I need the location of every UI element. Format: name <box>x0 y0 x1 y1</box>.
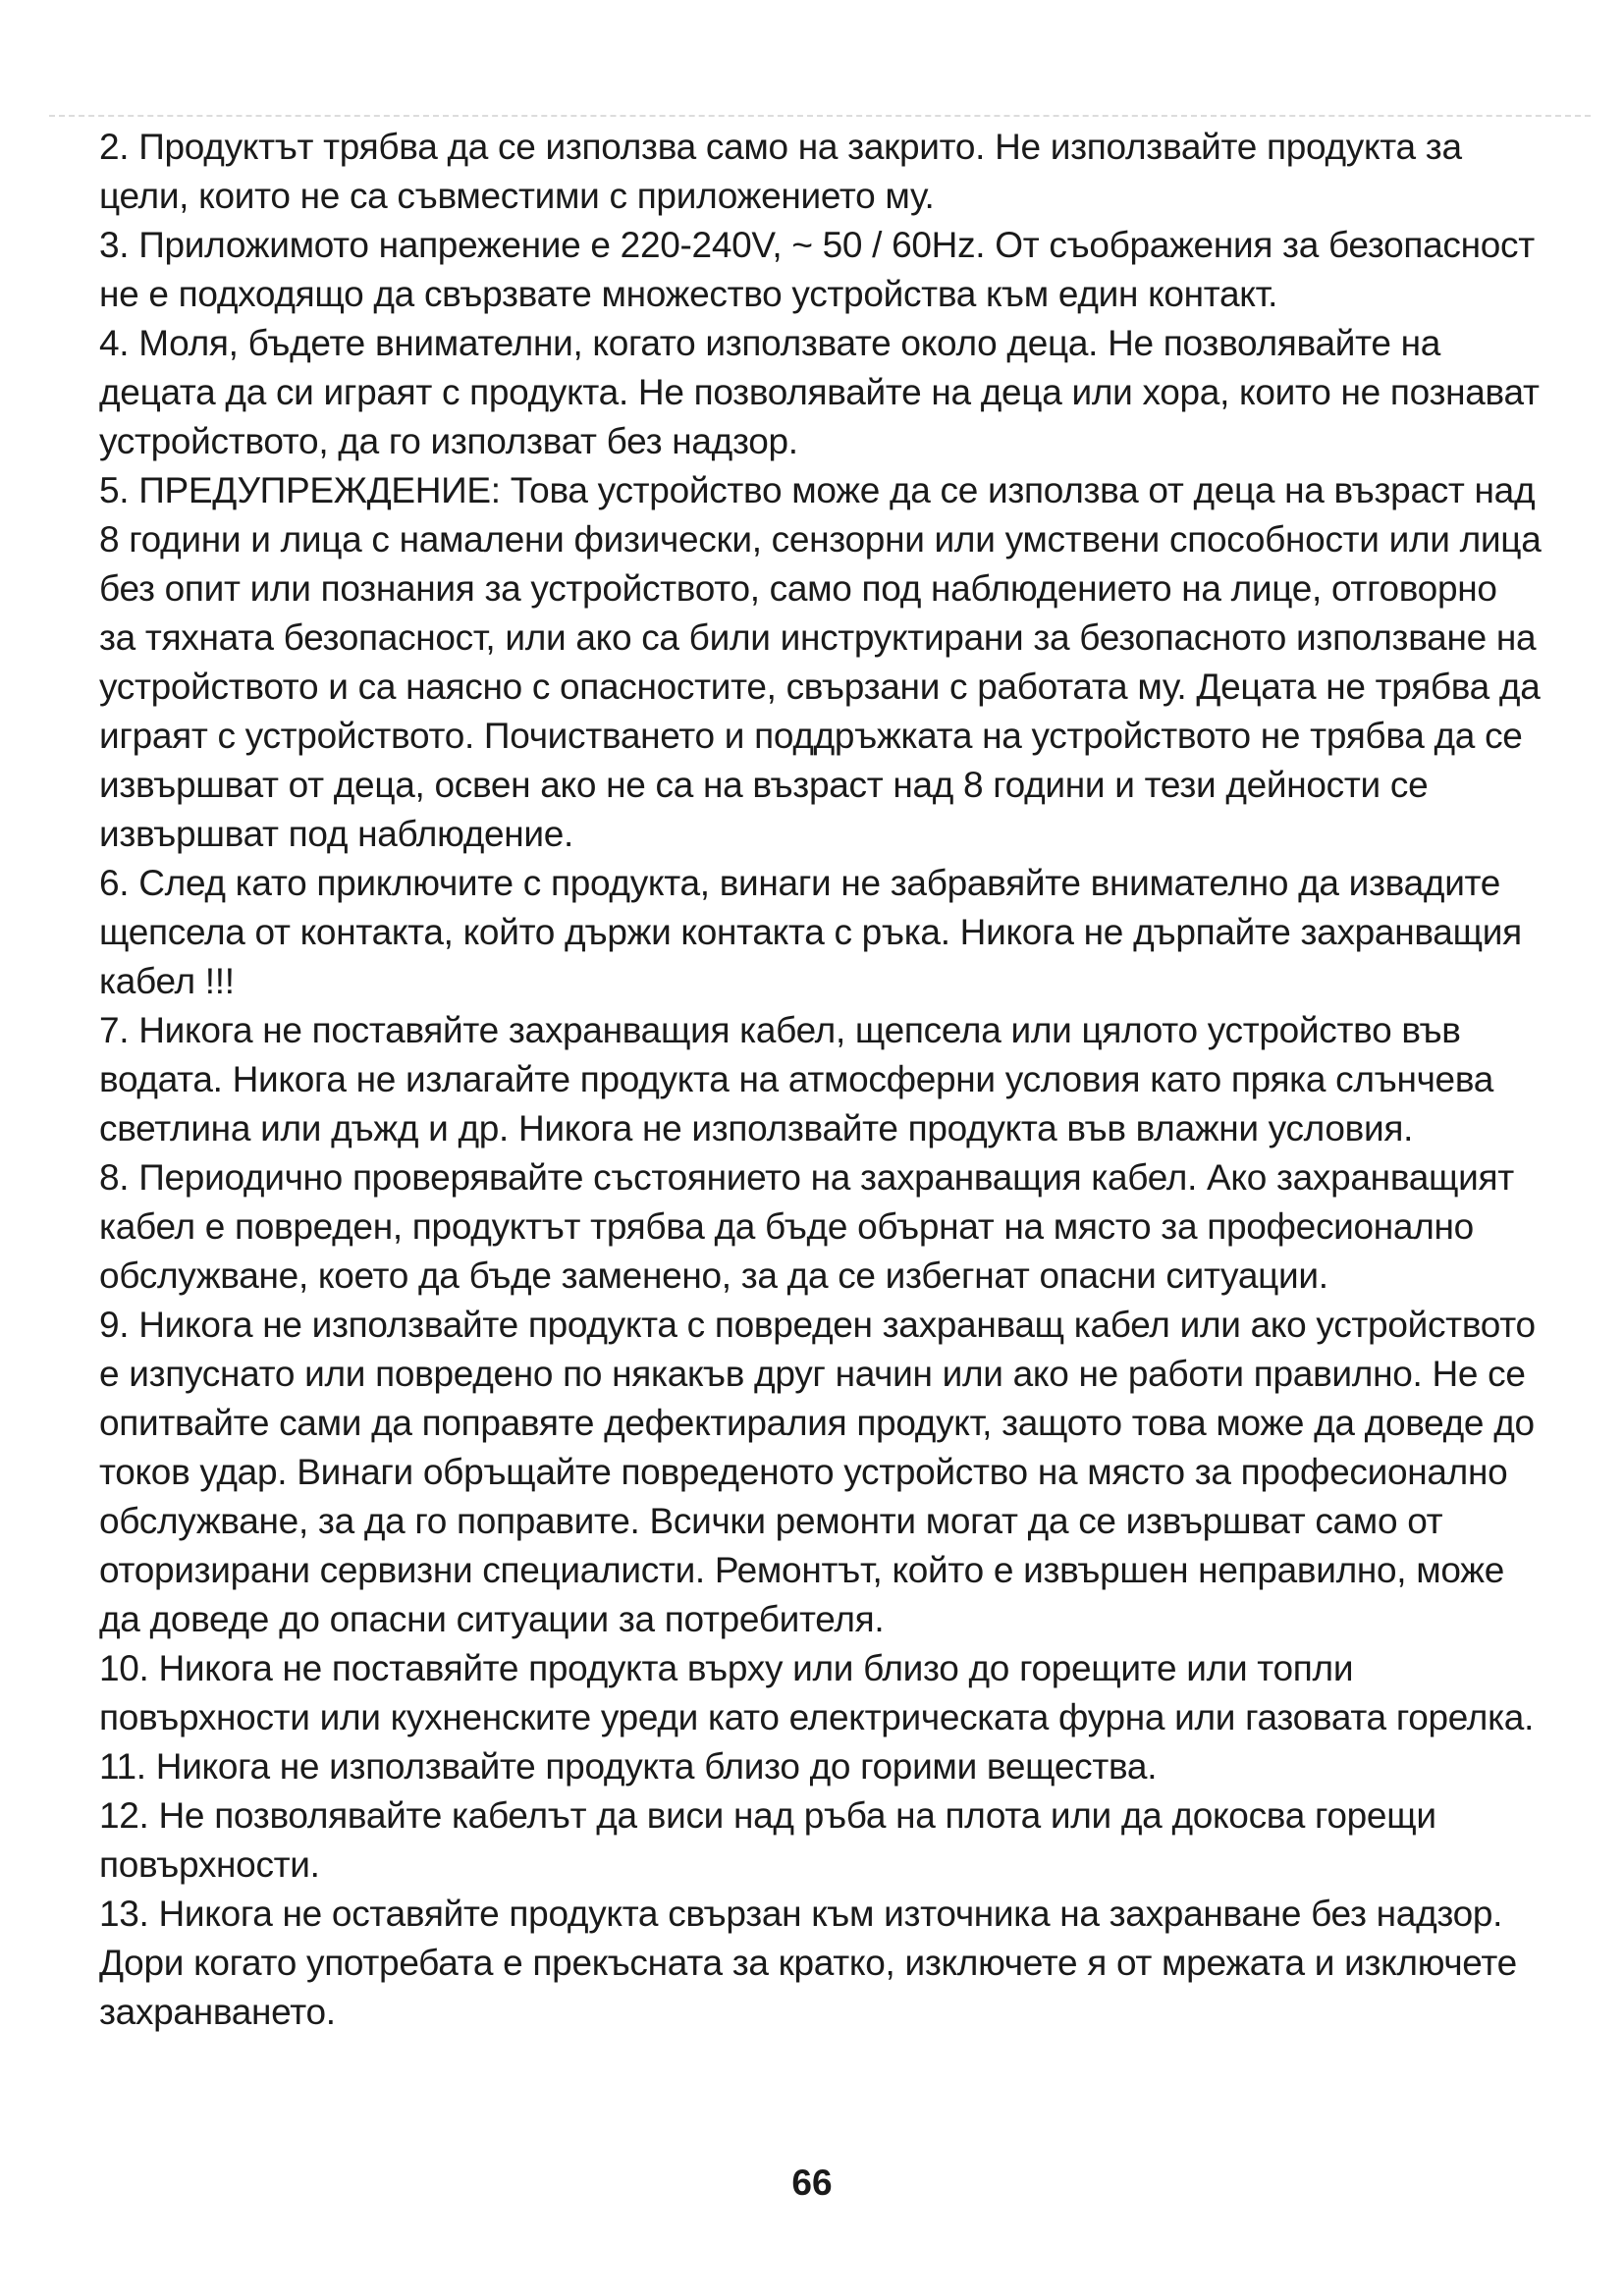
instruction-item-11: 11. Никога не използвайте продукта близо до горими вещества. <box>99 1746 1158 1787</box>
instructions-list <box>99 123 1543 2037</box>
top-divider <box>49 115 1591 117</box>
instruction-item-3: 3. Приложимото напрежение е 220-240V, ~ 50 / 60Hz. От съображения за безопасност не е подходящо да свързвате множество устройства към един контакт. <box>99 225 1535 314</box>
instruction-item-10: 10. Никога не поставяйте продукта върху или близо до горещите или топли повърхности или кухненските уреди като електрическата фурна или газовата горелка. <box>99 1648 1535 1737</box>
instruction-item-7: 7. Никога не поставяйте захранващия кабел, щепсела или цялото устройство във водата. Никога не излагайте продукта на атмосферни условия като пряка слънчева светлина или дъжд и др. Никога не използвайте продукта във влажни условия. <box>99 1010 1494 1148</box>
instruction-item-4: 4. Моля, бъдете внимателни, когато използвате около деца. Не позволявайте на децата да си играят с продукта. Не позволявайте на деца или хора, които не познават устройството, да го използват без надзор. <box>99 323 1540 461</box>
instruction-item-6: 6. След като приключите с продукта, винаги не забравяйте внимателно да извадите щепсела от контакта, който държи контакта с ръка. Никога не дърпайте захранващия кабел !!! <box>99 863 1522 1001</box>
page-number: 66 <box>791 2163 833 2203</box>
instruction-item-12: 12. Не позволявайте кабелът да виси над ръба на плота или да докосва горещи повърхности. <box>99 1795 1436 1885</box>
instruction-item-9: 9. Никога не използвайте продукта с повреден захранващ кабел или ако устройството е изпуснато или повредено по някакъв друг начин или ако не работи правилно. Не се опитвайте сами да поправяте дефектиралия продукт, защото това може да доведе до токов удар. Винаги обръщайте повреденото устройство на място за професионално обслужване, за да го поправите. Всички ремонти могат да се извършват само от оторизирани сервизни специалисти. Ремонтът, който е извършен неправилно, може да доведе до опасни ситуации за потребителя. <box>99 1305 1536 1639</box>
instruction-item-2: 2. Продуктът трябва да се използва само на закрито. Не използвайте продукта за цели, които не са съвместими с приложението му. <box>99 127 1462 216</box>
instruction-item-5: 5. ПРЕДУПРЕЖДЕНИЕ: Това устройство може да се използва от деца на възраст над 8 години и лица с намалени физически, сензорни или умствени способности или лица без опит или познания за устройството, само под наблюдението на лице, отговорно за тяхната безопасност, или ако са били инструктирани за безопасното използване на устройството и са наясно с опасностите, свързани с работата му. Децата не трябва да играят с устройството. Почистването и поддръжката на устройството не трябва да се извършват от деца, освен ако не са на възраст над 8 години и тези дейности се извършват под наблюдение. <box>99 470 1542 854</box>
instruction-item-13: 13. Никога не оставяйте продукта свързан към източника на захранване без надзор. Дори когато употребата е прекъсната за кратко, изключете я от мрежата и изключете захранването. <box>99 1894 1517 2032</box>
instruction-item-8: 8. Периодично проверявайте състоянието на захранващия кабел. Ако захранващият кабел е повреден, продуктът трябва да бъде обърнат на място за професионално обслужване, което да бъде заменено, за да се избегнат опасни ситуации. <box>99 1157 1514 1296</box>
